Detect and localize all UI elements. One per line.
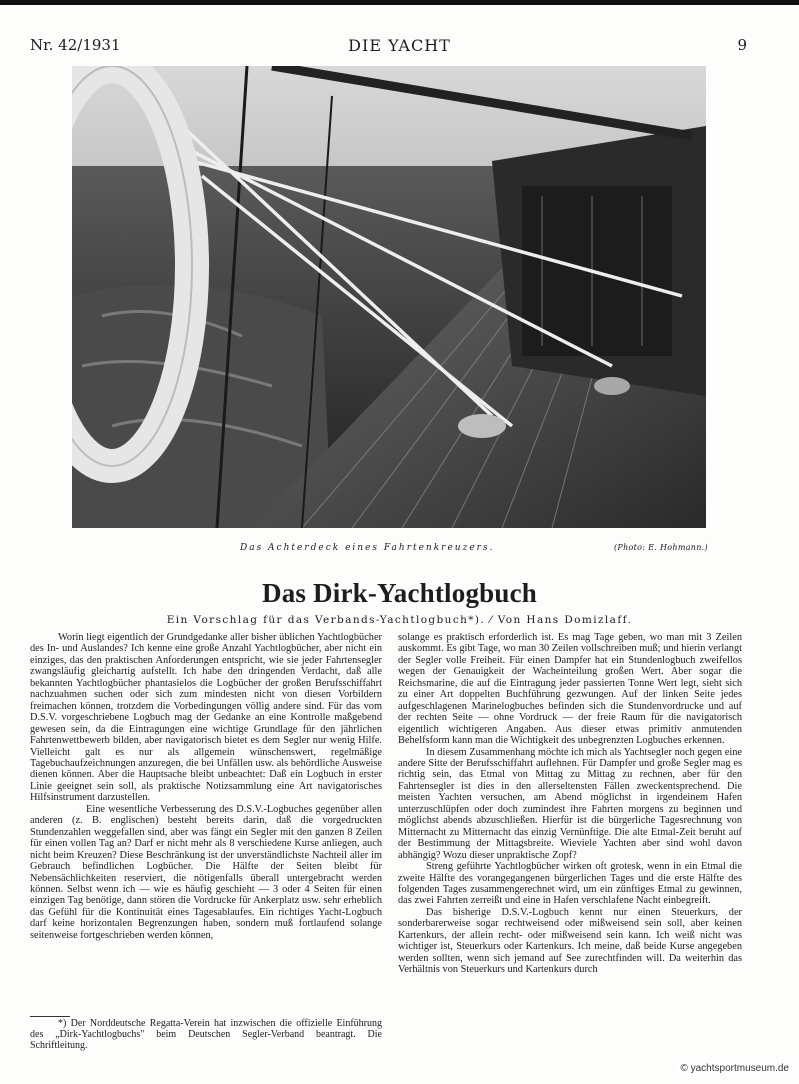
afterdeck-photo xyxy=(72,66,706,528)
issue-number: Nr. 42/1931 xyxy=(30,36,121,54)
photo-caption: Das Achterdeck eines Fahrtenkreuzers. xyxy=(240,543,495,553)
paragraph: In diesem Zusammenhang möchte ich mich als Yachtsegler noch gegen eine andere Sitte der Berufsschiffahrt auflehnen. Für Dampfer und große Segler mag es richtig sein, das Etmal von Mittag zu Mittag zu rechnen, aber für den Fahrtensegler ist dies in den allerseltensten Fällen zweckentsprechend. Die meisten Yachten versuchen, am Abend möglichst in irgendeinem Hafen unterzuschlüpfen oder doch zumindest ihre Fahrten morgens zu beginnen und möglichst abends abzuschließen. Hierfür ist die bürgerliche Tagesrechnung von Mitternacht zu Mitternacht das einzig Vernünftige. Die alte Etmal-Zeit beruht auf der Bestimmung der Mittagsbreite. Wieviele Yachten aber sind wohl davon abhängig? Wozu dieser unpraktische Zopf? xyxy=(398,746,742,861)
sailboat-deck-illustration xyxy=(72,66,706,528)
paragraph: solange es praktisch erforderlich ist. Es mag Tage geben, wo man mit 3 Zeilen auskommt. Es gibt Tage, wo man 30 Zeilen vollschreiben muß; und hierin verlangt der Segler volle Freiheit. Für einen Dampfer hat ein Stundenlogbuch zweifellos wegen der Genauigkeit der Wacheinteilung großen Wert. Aber sogar die Reichsmarine, die auf die Eintragung jeder passierten Tonne Wert legt, sieht sich zu einer Art doppelten Buchführung gezwungen. Auf der linken Seite jedes aufgeschlagenen Marinelogbuches befinden sich die Stundenvordrucke und auf der rechten Seite — ohne Vordruck — der freie Raum für die navigatorisch eigentlich wichtigeren Angaben. Aus dieser etwas primitiv anmutenden Behelfsform kann man die Wichtigkeit des unbegrenzten Logbuches erkennen. xyxy=(398,632,742,747)
magazine-title: DIE YACHT xyxy=(348,36,451,55)
copyright-watermark: © yachtsportmuseum.de xyxy=(680,1063,789,1074)
paragraph: Eine wesentliche Verbesserung des D.S.V.-Logbuches gegenüber allen anderen (z. B. englischen) besteht bereits darin, daß die vorgedruckten Stundenzahlen weggefallen sind, aber was fängt ein Segler mit den ganzen 8 Zeilen für einen vollen Tag an? Darf er nicht mehr als 8 verschiedene Kurse anliegen, auch nicht beim Kreuzen? Diese Beschränkung ist der unverständlichste Nachteil aller im Gebrauch befindlichen Logbücher. Die Hälfte der Seiten bleibt für Nebensächlichkeiten reserviert, die nötigenfalls überall untergebracht werden können. Selbst wenn ich — wie es häufig geschieht — 3 oder 4 Seiten für einen einzigen Tag benötige, dann stören die Vordrucke für Ankerplatz usw. sehr erheblich das Gefühl für die Kontinuität eines Tagesablaufes. Ein richtiges Yacht-Logbuch darf keine horizontalen Begrenzungen haben, sondern muß fortlaufend solange seitenweise fortgeschrieben werden können, xyxy=(30,803,382,941)
footnote: *) Der Norddeutsche Regatta-Verein hat inzwischen die offizielle Einführung des „Dirk-Yachtlogbuchs" beim Deutschen Segler-Verband beantragt. Die Schriftleitung. xyxy=(30,1018,382,1052)
right-column xyxy=(398,632,742,976)
article-title: Das Dirk-Yachtlogbuch xyxy=(262,578,537,608)
paragraph: Worin liegt eigentlich der Grundgedanke aller bisher üblichen Yachtlogbücher des In- und Auslandes? Ich kenne eine große Anzahl Yachtlogbücher, aber nicht ein einziges, das den praktischen Anforderungen entspricht, wie sie jeder Fahrtensegler zwangsläufig gleichartig aufstellt. Ich habe den dringenden Verdacht, daß alle bekannten Yachtlogbücher phantasielos die Logbücher der großen Berufsschiffahrt nachzuahmen suchen oder sich zum mindesten nicht von diesen Vorbildern freimachen können, trotzdem die Vorbedingungen völlig andere sind. Für das vom D.S.V. vorgeschriebene Logbuch mag der Gedanke an eine Kontrolle maßgebend gewesen sein, da die Eintragungen eine wichtige Grundlage für den jährlichen Fahrtenwettbewerb bilden, aber navigatorisch bietet es dem Segler nur wenig Hilfe. Vielleicht galt es nur als allgemein wünschenswert, regelmäßige Tagebuchaufzeichnungen anzuregen, die bei Unfällen usw. als behördliche Ausweise dienen können. Aber die Hauptsache bleibt unbeachtet: Daß ein Logbuch in erster Linie geeignet sein soll, als praktische Notizsammlung eine Art navigatorisches Hilfsinstrument darzustellen. xyxy=(30,632,382,804)
photo-credit: (Photo: E. Hohmann.) xyxy=(614,543,708,552)
paragraph: Das bisherige D.S.V.-Logbuch kennt nur einen Steuerkurs, der sonderbarerweise sogar rechtweisend oder mißweisend sein soll, aber keinen Kartenkurs, der allein recht- oder mißweisend sein kann. Ich weiß nicht was wichtiger ist, Steuerkurs oder Kartenkurs. Ich meine, daß beide Kurse angegeben werden sollten, wenn sich jemand auf See zurechtfinden will. Da weiterhin das Verhältnis von Steuerkurs und Kartenkurs durch xyxy=(398,906,742,976)
left-column xyxy=(30,632,382,941)
scan-top-edge xyxy=(0,0,799,5)
article-subtitle: Ein Vorschlag für das Verbands-Yachtlogbuch*). ⁄ Von Hans Domizlaff. xyxy=(166,614,633,626)
page-number: 9 xyxy=(737,36,747,54)
paragraph: Streng geführte Yachtlogbücher wirken oft grotesk, wenn in ein Etmal die zweite Hälfte des vorangegangenen bürgerlichen Tages und die erste Hälfte des folgenden Tages zusammengerechnet wird, um ein zünftiges Etmal zu gewinnen, das zwei Fahrten zerreißt und eine in Hafen verschlafene Nacht einbegreift. xyxy=(398,861,742,907)
footnote-rule xyxy=(30,1016,70,1017)
